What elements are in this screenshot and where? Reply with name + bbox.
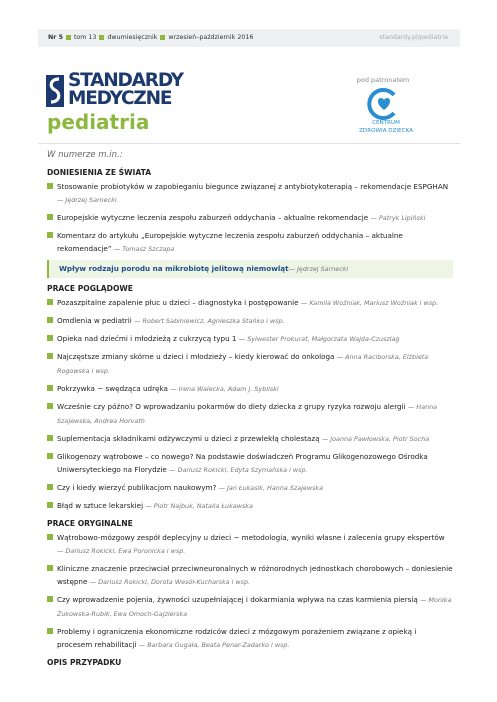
article-authors: — Irena Walecka, Adam J. Sybilski <box>170 385 279 393</box>
article-title: Pokrzywka − swędząca udręka <box>57 384 168 393</box>
square-bullet-icon <box>47 628 53 634</box>
square-bullet-icon <box>47 317 53 323</box>
article-authors: — Jan Łukasik, Hanna Szajewska <box>218 484 324 492</box>
logo-mark-icon <box>46 75 64 107</box>
logo-line-1: STANDARDY <box>68 70 183 91</box>
intro-heading: W numerze m.in.: <box>47 150 123 160</box>
article-authors: — Kamila Woźniak, Mariusz Woźniak i wsp. <box>300 299 439 307</box>
square-bullet-icon <box>47 596 53 602</box>
article-title: Europejskie wytyczne leczenia zespołu zaburzeń oddychania – aktualne rekomendacje <box>57 213 369 222</box>
article-title: Wątrobowo-mózgowy zespół deplecyjny u dzieci − metodologia, wyniki własne i zalecenia grupy ekspertów <box>57 533 445 542</box>
article-authors: — Dariusz Rokicki, Ewa Poronicka i wsp. <box>57 547 186 555</box>
featured-article-authors: — Jędrzej Sarnecki <box>288 265 349 273</box>
list-item[interactable] <box>47 432 453 446</box>
list-item[interactable] <box>47 400 453 428</box>
article-authors: — Anna Raciborska, Elżbieta Rogowska i wsp. <box>57 353 429 375</box>
journal-subtitle: pediatria <box>47 110 150 134</box>
article-authors: — Joanna Pawłowska, Piotr Socha <box>321 435 430 443</box>
issue-info <box>48 34 253 41</box>
list-item[interactable] <box>47 350 453 378</box>
list-item[interactable] <box>47 562 453 589</box>
article-authors: — Dariusz Rokicki, Dorota Wesół-Kucharska i wsp. <box>89 578 251 586</box>
heart-c-icon <box>364 87 404 121</box>
article-authors: — Robert Sabiniewicz, Agnieszka Stańko i wsp. <box>134 317 285 325</box>
square-bullet-icon <box>47 353 53 359</box>
square-bullet-icon <box>99 35 104 40</box>
patronage-label: pod patronatem <box>356 76 410 84</box>
section-heading: PRACE POGLĄDOWE <box>47 284 133 293</box>
square-bullet-icon <box>47 435 53 441</box>
logo-line-2: MEDYCZNE <box>68 88 172 109</box>
square-bullet-icon <box>47 565 53 571</box>
list-item[interactable] <box>47 180 453 207</box>
table-of-contents <box>47 166 453 670</box>
article-title: Błąd w sztuce lekarskiej <box>57 501 144 510</box>
article-title: Najczęstsze zmiany skórne u dzieci i młodzieży – kiedy kierować do onkologa <box>57 352 335 361</box>
frequency: dwumiesięcznik <box>107 34 158 41</box>
journal-url[interactable]: standardy.pl/pediatria <box>379 34 448 41</box>
list-item[interactable] <box>47 382 453 396</box>
square-bullet-icon <box>47 214 53 220</box>
list-item[interactable] <box>47 332 453 346</box>
volume: tom 13 <box>73 34 97 41</box>
section-heading: PRACE ORYGINALNE <box>47 519 133 528</box>
list-item[interactable] <box>47 531 453 558</box>
square-bullet-icon <box>47 385 53 391</box>
section-heading: OPIS PRZYPADKU <box>47 658 122 667</box>
featured-article[interactable] <box>47 260 453 278</box>
patronage-org-line-2: ZDROWIA DZIECKA <box>359 127 413 134</box>
period: wrzesień–październik 2016 <box>168 34 254 41</box>
article-authors: — Patryk Lipiński <box>370 214 426 222</box>
issue-bar <box>38 29 460 47</box>
article-title: Komentarz do artykułu „Europejskie wytyczne leczenia zespołu zaburzeń oddychania – aktualne rekomendacje” <box>57 231 403 253</box>
list-item[interactable] <box>47 499 453 513</box>
article-authors: — Monika Żukowska-Rubik, Ewa Omoch-Gajzlerska <box>57 596 452 618</box>
square-bullet-icon <box>47 484 53 490</box>
article-authors: — Hanna Szajewska, Andrea Horvath <box>57 403 438 425</box>
article-title: Czy i kiedy wierzyć publikacjom naukowym? <box>57 483 217 492</box>
article-title: Omdlenia w pediatrii <box>57 316 132 325</box>
list-item[interactable] <box>47 314 453 328</box>
square-bullet-icon <box>47 183 53 189</box>
square-bullet-icon <box>47 502 53 508</box>
square-bullet-icon <box>47 534 53 540</box>
article-title: Suplementacja składnikami odżywczymi u dzieci z przewlekłą cholestazą <box>57 434 320 443</box>
section-heading: DONIESIENIA ZE ŚWIATA <box>47 168 152 177</box>
square-bullet-icon <box>47 453 53 459</box>
article-title: Opieka nad dziećmi i młodzieżą z cukrzycą typu 1 <box>57 334 237 343</box>
article-title: Stosowanie probiotyków w zapobieganiu biegunce związanej z antybiotykoterapią – rekomendacje ESPGHAN <box>57 182 449 191</box>
article-title: Wcześnie czy późno? O wprowadzaniu pokarmów do diety dziecka z grupy ryzyka rozwoju alergii <box>57 402 406 411</box>
square-bullet-icon <box>160 35 165 40</box>
list-item[interactable] <box>47 211 453 225</box>
article-authors: — Dariusz Rokicki, Edyta Szymańska i wsp. <box>169 466 308 474</box>
article-title: Czy wprowadzenie pojenia, żywności uzupełniającej i dokarmiania wpływa na czas karmienia piersią <box>57 595 418 604</box>
article-authors: — Barbara Gugała, Beata Penar-Zadarko i wsp. <box>138 641 290 649</box>
article-authors: — Tomasz Szczapa <box>113 245 175 253</box>
list-item[interactable] <box>47 296 453 310</box>
list-item[interactable] <box>47 481 453 495</box>
issue-number: Nr 5 <box>48 34 63 41</box>
square-bullet-icon <box>47 403 53 409</box>
article-authors: — Sylwester Prokurat, Małgorzata Wajda-Czuszlag <box>238 335 400 343</box>
divider <box>38 143 460 144</box>
list-item[interactable] <box>47 229 453 256</box>
article-authors: — Piotr Najbuk, Natalia Łukawska <box>145 502 253 510</box>
featured-article-title: Wpływ rodzaju porodu na mikrobiotę jelitową niemowląt <box>59 264 289 273</box>
article-title: Kliniczne znaczenie przeciwciał przeciwneuronalnych w różnorodnych jednostkach chorobowych – doniesienie wstępne <box>57 564 453 586</box>
square-bullet-icon <box>47 335 53 341</box>
square-bullet-icon <box>47 299 53 305</box>
article-title: Problemy i ograniczenia ekonomiczne rodziców dzieci z mózgowym porażeniem związane z opieką i procesem rehabilitacji <box>57 627 417 649</box>
patronage-org-line-1: CENTRUM <box>372 120 400 126</box>
patronage-org <box>349 120 423 135</box>
article-authors: — Jędrzej Sarnecki <box>57 196 117 204</box>
square-bullet-icon <box>47 232 53 238</box>
list-item[interactable] <box>47 593 453 621</box>
list-item[interactable] <box>47 625 453 652</box>
square-bullet-icon <box>66 35 71 40</box>
list-item[interactable] <box>47 450 453 477</box>
article-title: Pozaszpitalne zapalenie płuc u dzieci – diagnostyka i postępowanie <box>57 298 299 307</box>
article-title: Glikogenozy wątrobowe – co nowego? Na podstawie doświadczeń Programu Glikogenozowego Ośrodka Uniwersyteckiego na Florydzie <box>57 452 428 474</box>
